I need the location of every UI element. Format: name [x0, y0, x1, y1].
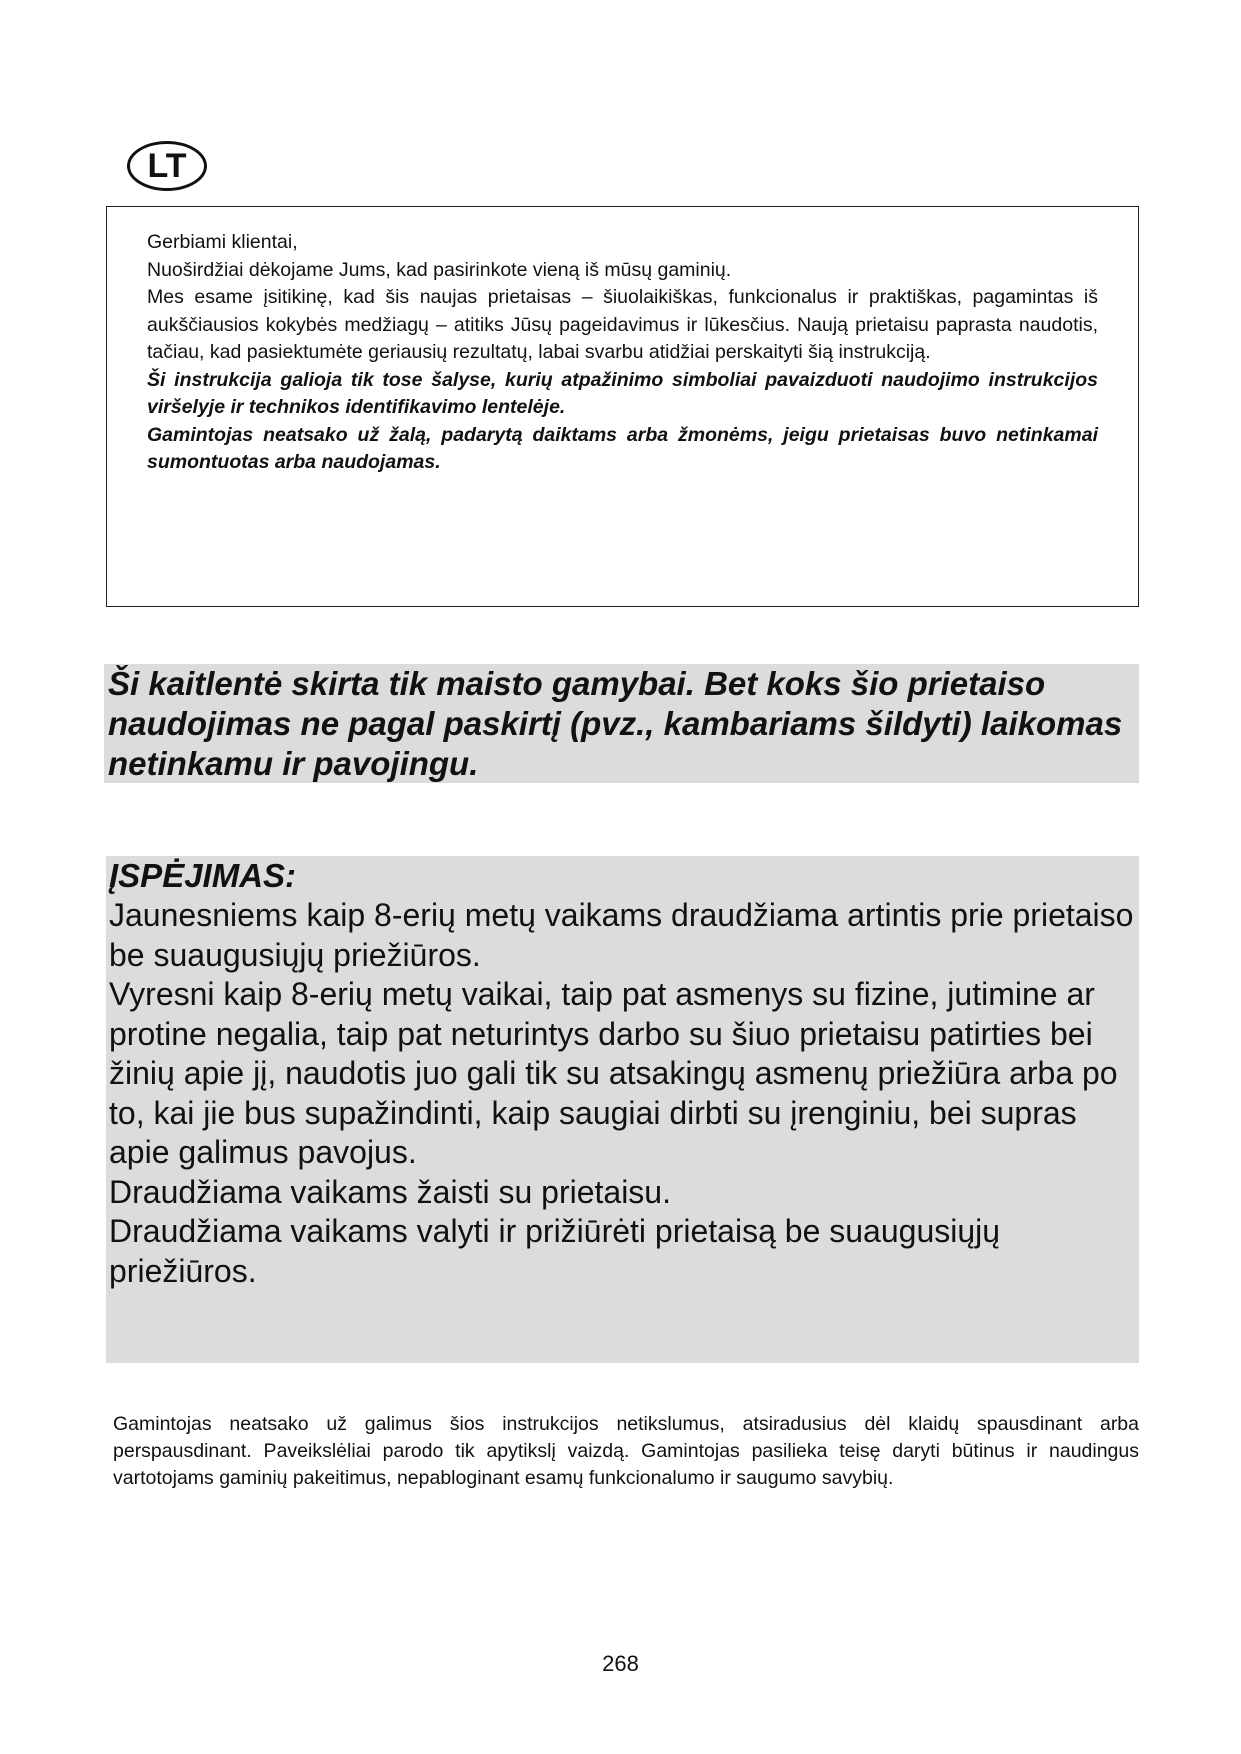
warning-paragraph-4: Draudžiama vaikams valyti ir prižiūrėti prietaisą be suaugusiųjų priežiūros. [109, 1213, 1001, 1289]
country-code-badge [127, 141, 207, 191]
usage-notice-text: Ši kaitlentė skirta tik maisto gamybai. Bet koks šio prietaiso naudojimas ne pagal paskirtį (pvz., kambariams šildyti) laikomas netinkamu ir pavojingu. [108, 665, 1123, 782]
greeting-text: Gerbiami klientai, [147, 231, 298, 253]
warning-title: ĮSPĖJIMAS: [109, 857, 297, 894]
intro-body-text: Mes esame įsitikinę, kad šis naujas prietaisas – šiuolaikiškas, funkcionalus ir praktiškas, pagamintas iš aukščiausios kokybės medžiagų – atitiks Jūsų pageidavimus ir lūkesčius. Naują prietaisu paprasta naudotis, tačiau, kad pasiektumėte geriausių rezultatų, labai svarbu atidžiai perskaityti šią instrukciją. [147, 286, 1098, 363]
usage-notice-panel [104, 664, 1139, 783]
page-number: 268 [602, 1651, 639, 1676]
country-code-label: LT [147, 147, 187, 185]
warning-paragraph-1: Jaunesniems kaip 8-erių metų vaikams draudžiama artintis prie prietaiso be suaugusiųjų priežiūros. [109, 897, 1134, 973]
warning-panel [106, 856, 1139, 1363]
warning-paragraph-3: Draudžiama vaikams žaisti su prietaisu. [109, 1173, 671, 1210]
validity-note: Ši instrukcija galioja tik tose šalyse, kurių atpažinimo simboliai pavaizduoti naudojimo instrukcijos viršelyje ir technikos identifikavimo lentelėje. [147, 368, 1098, 418]
intro-box [106, 206, 1139, 607]
disclaimer-text: Gamintojas neatsako už galimus šios instrukcijos netikslumus, atsiradusius dėl klaidų spausdinant arba perspausdinant. Paveikslėliai parodo tik apytikslį vaizdą. Gamintojas pasilieka teisę daryti būtinus ir naudingus vartotojams gaminių pakeitimus, nepabloginant esamų funkcionalumo ir saugumo savybių. [113, 1413, 1139, 1489]
disclaimer [113, 1411, 1139, 1492]
warning-paragraph-2: Vyresni kaip 8-erių metų vaikai, taip pat asmenys su fizine, jutimine ar protine negalia, taip pat neturintys darbo su šiuo prietaisu patirties bei žinių apie jį, naudotis juo gali tik su atsakingų asmenų priežiūra arba po to, kai jie bus supažindinti, kaip saugiai dirbti su įrenginiu, bei supras apie galimus pavojus. [109, 976, 1118, 1170]
thanks-text: Nuoširdžiai dėkojame Jums, kad pasirinkote vieną iš mūsų gaminių. [147, 258, 732, 281]
liability-note: Gamintojas neatsako už žalą, padarytą daiktams arba žmonėms, jeigu prietaisas buvo netinkamai sumontuotas arba naudojamas. [147, 423, 1098, 473]
